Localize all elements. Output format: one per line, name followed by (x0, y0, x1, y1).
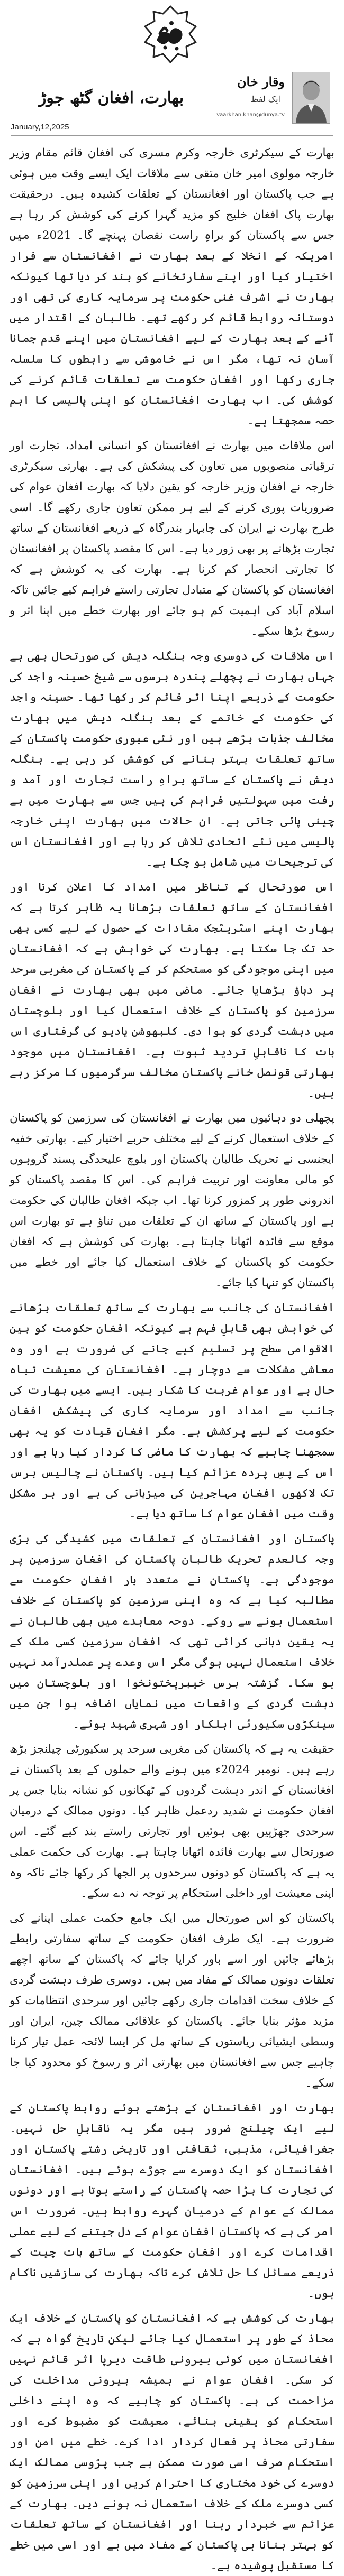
article-paragraph: بھارت اور افغانستان کے بڑھتے ہوئے روابط پاکستان کے لیے ایک چیلنج ضرور ہیں مگر یہ ناقابلِ حل نہیں۔ جغرافیائی، مذہبی، ثقافتی اور تاریخی رشتے پاکستان اور افغانستان کو ایک دوسرے سے جوڑے ہوئے ہیں۔ افغانستان کی تجارت کا بڑا حصہ پاکستان کے راستے ہوتا ہے اور دونوں ممالک کے عوام کے درمیان گہرے روابط ہیں۔ ضرورت اس امر کی ہے کہ پاکستان افغان عوام کے دل جیتنے کے لیے عملی اقدامات کرے اور افغان حکومت کے ساتھ بات چیت کے ذریعے مسائل کا حل تلاش کرے تاکہ بھارت کی سازشیں ناکام ہوں۔ (10, 2101, 334, 2300)
author-photo (292, 72, 330, 124)
newspaper-logo-icon (139, 3, 202, 67)
author-avatar-icon (293, 72, 330, 123)
article-paragraph: افغانستان کی جانب سے بھارت کے ساتھ تعلقات بڑھانے کی خواہش بھی قابلِ فہم ہے کیونکہ افغان حکومت کو بین الاقوامی سطح پر تسلیم کیے جانے کی ضرورت ہے اور وہ معاشی مشکلات سے دوچار ہے۔ افغانستان کی معیشت تباہ حال ہے اور عوام غربت کا شکار ہیں۔ ایسے میں بھارت کی جانب سے امداد اور سرمایہ کاری کی پیشکش افغان حکومت کے لیے پرکشش ہے۔ مگر افغان قیادت کو یہ بھی سمجھنا چاہیے کہ بھارت کا ماضی کا کردار کیا رہا ہے اور اس کے پسِ پردہ عزائم کیا ہیں۔ پاکستان نے چالیس برس تک لاکھوں افغان مہاجرین کی میزبانی کی ہے اور ہر مشکل وقت میں افغان عوام کا ساتھ دیا ہے۔ (10, 1301, 334, 1521)
article-body (10, 143, 334, 2572)
article-paragraph: پاکستان اور افغانستان کے تعلقات میں کشیدگی کی بڑی وجہ کالعدم تحریک طالبان پاکستان کی افغان سرزمین پر موجودگی ہے۔ پاکستان نے متعدد بار افغان حکومت سے مطالبہ کیا ہے کہ وہ اپنی سرزمین کو پاکستان کے خلاف استعمال ہونے سے روکے۔ دوحہ معاہدے میں بھی طالبان نے یہ یقین دہانی کرائی تھی کہ افغان سرزمین کسی ملک کے خلاف استعمال نہیں ہوگی مگر اس وعدے پر عملدرآمد نہیں ہو سکا۔ گزشتہ برس خیبرپختونخوا اور بلوچستان میں دہشت گردی کے واقعات میں نمایاں اضافہ ہوا جن میں سینکڑوں سکیورٹی اہلکار اور شہری شہید ہوئے۔ (10, 1532, 334, 1731)
article-paragraph: اس ملاقات میں بھارت نے افغانستان کو انسانی امداد، تجارت اور ترقیاتی منصوبوں میں تعاون کی پیشکش کی ہے۔ بھارتی سیکرٹری خارجہ نے افغان وزیر خارجہ کو یقین دلایا کہ بھارت افغان عوام کی ضروریات پوری کرنے کے لیے ہر ممکن تعاون جاری رکھے گا۔ اسی طرح بھارت نے ایران کی چابہار بندرگاہ کے ذریعے افغانستان کے ساتھ تجارت بڑھانے پر بھی زور دیا ہے۔ اس کا مقصد پاکستان پر افغانستان کا تجارتی انحصار کم کرنا ہے۔ بھارت کی یہ کوشش ہے کہ افغانستان کو پاکستان کے متبادل تجارتی راستے فراہم کیے جائیں تاکہ اسلام آباد کی اہمیت کم ہو جائے اور بھارت خطے میں اپنا اثر و رسوخ بڑھا سکے۔ (10, 439, 334, 638)
header-divider (11, 135, 333, 136)
newspaper-logo (139, 3, 202, 67)
author-email: vaarkhan.khan@dunya.tv (216, 112, 285, 118)
article-paragraph: پچھلی دو دہائیوں میں بھارت نے افغانستان کی سرزمین کو پاکستان کے خلاف استعمال کرنے کے لیے مختلف حربے اختیار کیے۔ بھارتی خفیہ ایجنسی نے تحریک طالبان پاکستان اور بلوچ علیحدگی پسند گروہوں کو مالی معاونت اور تربیت فراہم کی۔ اس کا مقصد پاکستان کو اندرونی طور پر کمزور کرنا تھا۔ اب جبکہ افغان طالبان کی حکومت ہے اور پاکستان کے ساتھ ان کے تعلقات میں تناؤ ہے تو بھارت اس موقع سے فائدہ اٹھانا چاہتا ہے۔ بھارت کی کوشش ہے کہ افغان حکومت کو پاکستان کے خلاف استعمال کیا جائے اور خطے میں پاکستان کو تنہا کیا جائے۔ (10, 1111, 334, 1290)
author-name: وقار خان (237, 74, 285, 89)
article-headline: بھارت، افغان گٹھ جوڑ (38, 89, 184, 107)
article-paragraph: اس ملاقات کی دوسری وجہ بنگلہ دیش کی صورتحال بھی ہے جہاں بھارت نے پچھلے پندرہ برسوں سے شیخ حسینہ واجد کی حکومت کے ذریعے اپنا اثر قائم کر رکھا تھا۔ حسینہ واجد کی حکومت کے خاتمے کے بعد بنگلہ دیش میں بھارت مخالف جذبات بڑھے ہیں اور نئی عبوری حکومت پاکستان کے ساتھ تعلقات بہتر بنانے کی کوشش کر رہی ہے۔ بنگلہ دیش نے پاکستان کے ساتھ براہِ راست تجارت اور آمد و رفت میں سہولتیں فراہم کی ہیں جس سے بھارت میں بے چینی پائی جاتی ہے۔ ان حالات میں بھارت اپنی خارجہ پالیسی میں نئے اتحادی تلاش کر رہا ہے اور افغانستان اس کی ترجیحات میں شامل ہو چکا ہے۔ (10, 650, 334, 869)
article-paragraph: بھارت کی کوشش ہے کہ افغانستان کو پاکستان کے خلاف ایک محاذ کے طور پر استعمال کیا جائے لیکن تاریخ گواہ ہے کہ افغانستان میں کوئی بیرونی طاقت دیرپا اثر قائم نہیں کر سکی۔ افغان عوام نے ہمیشہ بیرونی مداخلت کی مزاحمت کی ہے۔ پاکستان کو چاہیے کہ وہ اپنے داخلی استحکام کو یقینی بنائے، معیشت کو مضبوط کرے اور سفارتی محاذ پر فعال کردار ادا کرے۔ خطے میں امن اور استحکام صرف اسی صورت ممکن ہے جب پڑوسی ممالک ایک دوسرے کی خود مختاری کا احترام کریں اور اپنی سرزمین کو کسی دوسرے ملک کے خلاف استعمال نہ ہونے دیں۔ بھارت کے عزائم سے خبردار رہنا اور افغانستان کے ساتھ تعلقات کو بہتر بنانا ہی پاکستان کے مفاد میں ہے اور اسی میں خطے کا مستقبل پوشیدہ ہے۔ (10, 2312, 334, 2572)
article-paragraph: پاکستان کو اس صورتحال میں ایک جامع حکمت عملی اپنانے کی ضرورت ہے۔ ایک طرف افغان حکومت کے ساتھ سفارتی رابطے بڑھائے جائیں اور اسے باور کرایا جائے کہ پاکستان کے ساتھ اچھے تعلقات دونوں ممالک کے مفاد میں ہیں۔ دوسری طرف دہشت گردی کے خلاف سخت اقدامات جاری رکھے جائیں اور سرحدی انتظامات کو مزید مؤثر بنایا جائے۔ پاکستان کو علاقائی ممالک چین، ایران اور وسطی ایشیائی ریاستوں کے ساتھ مل کر ایسا لائحہ عمل تیار کرنا چاہیے جس سے افغانستان میں بھارتی اثر و رسوخ کو محدود کیا جا سکے۔ (10, 1912, 334, 2090)
article-paragraph: اس صورتحال کے تناظر میں امداد کا اعلان کرنا اور افغانستان کے ساتھ تعلقات بڑھانا یہ ظاہر کرتا ہے کہ بھارت اپنے اسٹریٹجک مفادات کے حصول کے لیے کسی بھی حد تک جا سکتا ہے۔ بھارت کی خواہش ہے کہ افغانستان میں اپنی موجودگی کو مستحکم کر کے پاکستان کی مغربی سرحد پر دباؤ بڑھایا جائے۔ ماضی میں بھی بھارت نے افغان سرزمین کو پاکستان کے خلاف استعمال کیا اور بلوچستان میں دہشت گردی کو ہوا دی۔ کلبھوشن یادیو کی گرفتاری اس بات کا ناقابلِ تردید ثبوت ہے۔ افغانستان میں موجود بھارتی قونصل خانے پاکستان مخالف سرگرمیوں کا مرکز رہے ہیں۔ (10, 881, 334, 1100)
column-name: ایک لفظ (250, 94, 280, 104)
article-paragraph: حقیقت یہ ہے کہ پاکستان کی مغربی سرحد پر سکیورٹی چیلنجز بڑھ رہے ہیں۔ نومبر 2024ء میں ہونے والے حملوں کے بعد پاکستان نے افغانستان کے اندر دہشت گردوں کے ٹھکانوں کو نشانہ بنایا جس پر افغان حکومت نے شدید ردعمل ظاہر کیا۔ دونوں ممالک کے درمیان سرحدی جھڑپیں بھی ہوئیں اور تجارتی راستے بند کیے گئے۔ اس صورتحال سے بھارت فائدہ اٹھانا چاہتا ہے۔ بھارت کی حکمت عملی یہ ہے کہ پاکستان کو دونوں سرحدوں پر الجھا کر رکھا جائے تاکہ وہ اپنی معیشت اور داخلی استحکام پر توجہ نہ دے سکے۔ (10, 1743, 334, 1900)
publish-date: January,12,2025 (11, 123, 69, 132)
article-paragraph: بھارت کے سیکرٹری خارجہ وکرم مسری کی افغان قائم مقام وزیر خارجہ مولوی امیر خان متقی سے ملاقات ایک ایسے وقت میں ہوئی ہے جب پاکستان اور افغانستان کے تعلقات کشیدہ ہیں۔ درحقیقت بھارت پاک افغان خلیج کو مزید گہرا کرنے کی کوشش کر رہا ہے جس سے پاکستان کو براہِ راست نقصان پہنچے گا۔ 2021ء میں امریکہ کے انخلا کے بعد بھارت نے افغانستان سے فرار اختیار کیا اور اپنے سفارتخانے کو بند کر دیا تھا کیونکہ بھارت نے اشرف غنی حکومت پر سرمایہ کاری کی تھی اور دوستانہ روابط قائم کر رکھے تھے۔ طالبان کے اقتدار میں آنے کے بعد بھارت کے لیے افغانستان میں اپنے قدم جمانا آسان نہ تھا، مگر اس نے خاموشی سے رابطوں کا سلسلہ جاری رکھا اور افغان حکومت سے تعلقات قائم کرنے کی کوشش کی۔ اب بھارت افغانستان کو اپنی پالیسی کا اہم حصہ سمجھتا ہے۔ (10, 146, 334, 428)
